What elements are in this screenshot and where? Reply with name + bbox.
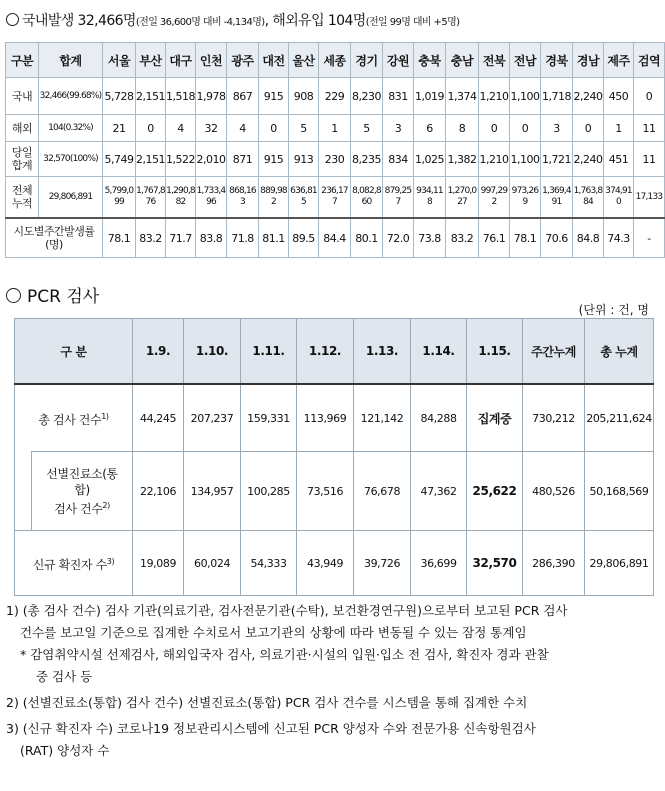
data-cell: 5,728 — [103, 78, 136, 115]
data-cell: 831 — [383, 78, 414, 115]
heading-overseas: , 해외유입 104명 — [264, 13, 366, 29]
data-cell: 47,362 — [411, 452, 467, 531]
data-cell: 1,382 — [446, 142, 479, 177]
data-cell: 76,678 — [354, 452, 411, 531]
data-cell: 39,726 — [354, 531, 411, 596]
data-cell: 997,292 — [479, 177, 510, 219]
data-cell: 236,177 — [319, 177, 351, 219]
data-cell: 1,100 — [510, 142, 541, 177]
data-cell: 1,374 — [446, 78, 479, 115]
data-cell: 5 — [289, 115, 319, 142]
data-cell: 934,118 — [414, 177, 446, 219]
data-cell: 1,733,496 — [196, 177, 227, 219]
data-cell: 73,516 — [297, 452, 354, 531]
row-label — [15, 531, 133, 596]
data-cell: 17,133 — [634, 177, 665, 219]
data-cell: 0 — [510, 115, 541, 142]
data-cell: 205,211,624 — [585, 384, 654, 452]
data-cell: 1,767,876 — [136, 177, 166, 219]
data-cell: 29,806,891 — [585, 531, 654, 596]
data-cell: 73.8 — [414, 218, 446, 258]
regional-cases-table — [5, 42, 665, 258]
header-cell: 울산 — [289, 43, 319, 78]
pcr-table — [14, 318, 654, 596]
data-cell: 83.8 — [196, 218, 227, 258]
table-row — [6, 78, 665, 115]
data-cell: 1,025 — [414, 142, 446, 177]
circle-bullet-icon — [6, 288, 21, 303]
header-cell: 전북 — [479, 43, 510, 78]
data-cell: 집계중 — [467, 384, 523, 452]
data-cell: 70.6 — [541, 218, 573, 258]
data-cell: 1,100 — [510, 78, 541, 115]
data-cell: 32,570 — [467, 531, 523, 596]
data-cell: 8,082,860 — [351, 177, 383, 219]
data-cell: 81.1 — [259, 218, 289, 258]
header-cell: 1.14. — [411, 319, 467, 385]
table-row — [6, 177, 665, 219]
data-cell: 834 — [383, 142, 414, 177]
data-cell: 0 — [634, 78, 665, 115]
header-cell: 대구 — [166, 43, 196, 78]
footnote-1c: * 감염취약시설 선제검사, 해외입국자 검사, 의료기관·시설의 입원·입소 전 검사, 확진자 경과 관찰 — [20, 647, 549, 662]
header-cell: 전남 — [510, 43, 541, 78]
data-cell: 89.5 — [289, 218, 319, 258]
header-cell: 서울 — [103, 43, 136, 78]
data-cell: 32 — [196, 115, 227, 142]
heading-main: 국내발생 32,466명 — [22, 13, 136, 29]
data-cell: 229 — [319, 78, 351, 115]
data-cell: 0 — [479, 115, 510, 142]
header-cell: 강원 — [383, 43, 414, 78]
data-cell: 25,622 — [467, 452, 523, 531]
data-cell: 8 — [446, 115, 479, 142]
data-cell: 84.4 — [319, 218, 351, 258]
footnote-3a: 3) (신규 확진자 수) 코로나19 정보관리시스템에 신고된 PCR 양성자 수와 전문가용 신속항원검사 — [6, 721, 536, 736]
header-cell: 세종 — [319, 43, 351, 78]
data-cell: 121,142 — [354, 384, 411, 452]
header-cell: 광주 — [227, 43, 259, 78]
data-cell: 1,721 — [541, 142, 573, 177]
pcr-header-row — [15, 319, 654, 385]
table-header-row — [6, 43, 665, 78]
data-cell: 915 — [259, 78, 289, 115]
footnote-2: 2) (선별진료소(통합) 검사 건수) 선별진료소(통합) PCR 검사 건수를 시스템을 통해 집계한 수치 — [6, 695, 528, 710]
data-cell: 0 — [573, 115, 604, 142]
data-cell: 134,957 — [184, 452, 241, 531]
data-cell: 5,749 — [103, 142, 136, 177]
data-cell: 5 — [351, 115, 383, 142]
pcr-section-heading — [6, 282, 99, 307]
table-row — [6, 218, 665, 258]
header-cell: 경기 — [351, 43, 383, 78]
data-cell: 908 — [289, 78, 319, 115]
data-cell: 867 — [227, 78, 259, 115]
header-cell: 1.9. — [133, 319, 184, 385]
row-label: 시도별주간발생률(명) — [6, 218, 103, 258]
data-cell: 1,518 — [166, 78, 196, 115]
footnote-mark: 1) — [101, 411, 109, 421]
header-cell: 1.15. — [467, 319, 523, 385]
data-cell: 207,237 — [184, 384, 241, 452]
data-cell: 871 — [227, 142, 259, 177]
data-cell: 286,390 — [523, 531, 585, 596]
footnote-3b: (RAT) 양성자 수 — [20, 743, 110, 758]
table-row — [15, 384, 654, 452]
data-cell: 71.7 — [166, 218, 196, 258]
data-cell: 0 — [136, 115, 166, 142]
data-cell: 44,245 — [133, 384, 184, 452]
data-cell: 1,369,491 — [541, 177, 573, 219]
header-cell: 1.11. — [241, 319, 297, 385]
heading-note2: (전일 99명 대비 +5명) — [365, 17, 460, 28]
data-cell: 4 — [227, 115, 259, 142]
data-cell: 1,718 — [541, 78, 573, 115]
data-cell: 36,699 — [411, 531, 467, 596]
data-cell: 2,240 — [573, 78, 604, 115]
data-cell: 8,230 — [351, 78, 383, 115]
data-cell: 22,106 — [133, 452, 184, 531]
data-cell: 374,910 — [604, 177, 634, 219]
row-label-line3: 검사 건수 — [54, 501, 103, 516]
footnotes — [6, 600, 654, 762]
domestic-cases-heading — [6, 10, 459, 30]
data-cell: 2,240 — [573, 142, 604, 177]
row-label-text: 총 검사 건수 — [38, 412, 102, 427]
table-row — [15, 452, 654, 531]
data-cell: 84,288 — [411, 384, 467, 452]
data-cell: 71.8 — [227, 218, 259, 258]
data-cell: 915 — [259, 142, 289, 177]
data-cell: 1,270,027 — [446, 177, 479, 219]
data-cell: - — [634, 218, 665, 258]
header-cell: 합계 — [39, 43, 103, 78]
data-cell: 1,978 — [196, 78, 227, 115]
data-cell: 230 — [319, 142, 351, 177]
data-cell: 84.8 — [573, 218, 604, 258]
total-cell: 32,570(100%) — [39, 142, 103, 177]
footnote-mark: 2) — [102, 500, 110, 510]
data-cell: 1,210 — [479, 78, 510, 115]
header-cell: 대전 — [259, 43, 289, 78]
header-cell: 구 분 — [15, 319, 133, 385]
data-cell: 83.2 — [446, 218, 479, 258]
data-cell: 879,257 — [383, 177, 414, 219]
data-cell: 1,210 — [479, 142, 510, 177]
data-cell: 973,269 — [510, 177, 541, 219]
header-cell: 1.12. — [297, 319, 354, 385]
data-cell: 83.2 — [136, 218, 166, 258]
table-row — [6, 142, 665, 177]
data-cell: 8,235 — [351, 142, 383, 177]
data-cell: 11 — [634, 115, 665, 142]
header-cell: 제주 — [604, 43, 634, 78]
data-cell: 450 — [604, 78, 634, 115]
data-cell: 3 — [383, 115, 414, 142]
header-cell: 충북 — [414, 43, 446, 78]
data-cell: 4 — [166, 115, 196, 142]
header-cell: 검역 — [634, 43, 665, 78]
data-cell: 480,526 — [523, 452, 585, 531]
data-cell: 0 — [259, 115, 289, 142]
data-cell: 1,290,882 — [166, 177, 196, 219]
data-cell: 1,763,884 — [573, 177, 604, 219]
data-cell: 889,982 — [259, 177, 289, 219]
table-row — [15, 531, 654, 596]
data-cell: 6 — [414, 115, 446, 142]
data-cell: 730,212 — [523, 384, 585, 452]
data-cell: 74.3 — [604, 218, 634, 258]
data-cell: 76.1 — [479, 218, 510, 258]
data-cell: 868,163 — [227, 177, 259, 219]
header-cell: 부산 — [136, 43, 166, 78]
row-label-line2: 합) — [74, 482, 90, 497]
row-label: 당일 합계 — [6, 142, 39, 177]
data-cell: 2,151 — [136, 142, 166, 177]
data-cell: 11 — [634, 142, 665, 177]
data-cell: 78.1 — [510, 218, 541, 258]
data-cell: 159,331 — [241, 384, 297, 452]
data-cell: 2,010 — [196, 142, 227, 177]
data-cell: 54,333 — [241, 531, 297, 596]
header-cell: 총 누계 — [585, 319, 654, 385]
footnote-1d: 중 검사 등 — [36, 669, 93, 684]
header-cell: 인천 — [196, 43, 227, 78]
footnote-1a: 1) (총 검사 건수) 검사 기관(의료기관, 검사전문기관(수탁), 보건환경연구원)으로부터 보고된 PCR 검사 — [6, 603, 568, 618]
heading-note: (전일 36,600명 대비 -4,134명) — [135, 17, 265, 28]
row-label: 전체 누적 — [6, 177, 39, 219]
header-cell: 1.10. — [184, 319, 241, 385]
footnote-mark: 3) — [106, 556, 115, 566]
header-cell: 1.13. — [354, 319, 411, 385]
data-cell: 113,969 — [297, 384, 354, 452]
total-cell: 29,806,891 — [39, 177, 103, 219]
data-cell: 21 — [103, 115, 136, 142]
indent-cell — [15, 452, 32, 531]
header-cell: 충남 — [446, 43, 479, 78]
circle-bullet-icon — [6, 13, 19, 26]
data-cell: 636,815 — [289, 177, 319, 219]
row-label-line1: 선별진료소(통 — [46, 466, 118, 481]
data-cell: 1,522 — [166, 142, 196, 177]
header-cell: 경남 — [573, 43, 604, 78]
data-cell: 2,151 — [136, 78, 166, 115]
data-cell: 43,949 — [297, 531, 354, 596]
row-label: 국내 — [6, 78, 39, 115]
row-label: 해외 — [6, 115, 39, 142]
data-cell: 60,024 — [184, 531, 241, 596]
data-cell: 1 — [319, 115, 351, 142]
data-cell: 72.0 — [383, 218, 414, 258]
footnote-1b: 건수를 보고일 기준으로 집계한 수치로서 보고기관의 상황에 따라 변동될 수 있는 잠정 통계임 — [20, 625, 527, 640]
data-cell: 80.1 — [351, 218, 383, 258]
data-cell: 5,799,099 — [103, 177, 136, 219]
header-cell: 구분 — [6, 43, 39, 78]
data-cell: 19,089 — [133, 531, 184, 596]
row-label-text: 신규 확진자 수 — [32, 557, 107, 572]
header-cell: 주간누계 — [523, 319, 585, 385]
data-cell: 100,285 — [241, 452, 297, 531]
pcr-title: PCR 검사 — [27, 287, 100, 307]
data-cell: 1 — [604, 115, 634, 142]
unit-label: (단위 : 건, 명 — [578, 303, 649, 317]
data-cell: 913 — [289, 142, 319, 177]
row-label — [15, 384, 133, 452]
data-cell: 451 — [604, 142, 634, 177]
data-cell: 78.1 — [103, 218, 136, 258]
data-cell: 3 — [541, 115, 573, 142]
table-row — [6, 115, 665, 142]
total-cell: 32,466(99.68%) — [39, 78, 103, 115]
row-label — [32, 452, 133, 531]
data-cell: 50,168,569 — [585, 452, 654, 531]
data-cell: 1,019 — [414, 78, 446, 115]
header-cell: 경북 — [541, 43, 573, 78]
total-cell: 104(0.32%) — [39, 115, 103, 142]
